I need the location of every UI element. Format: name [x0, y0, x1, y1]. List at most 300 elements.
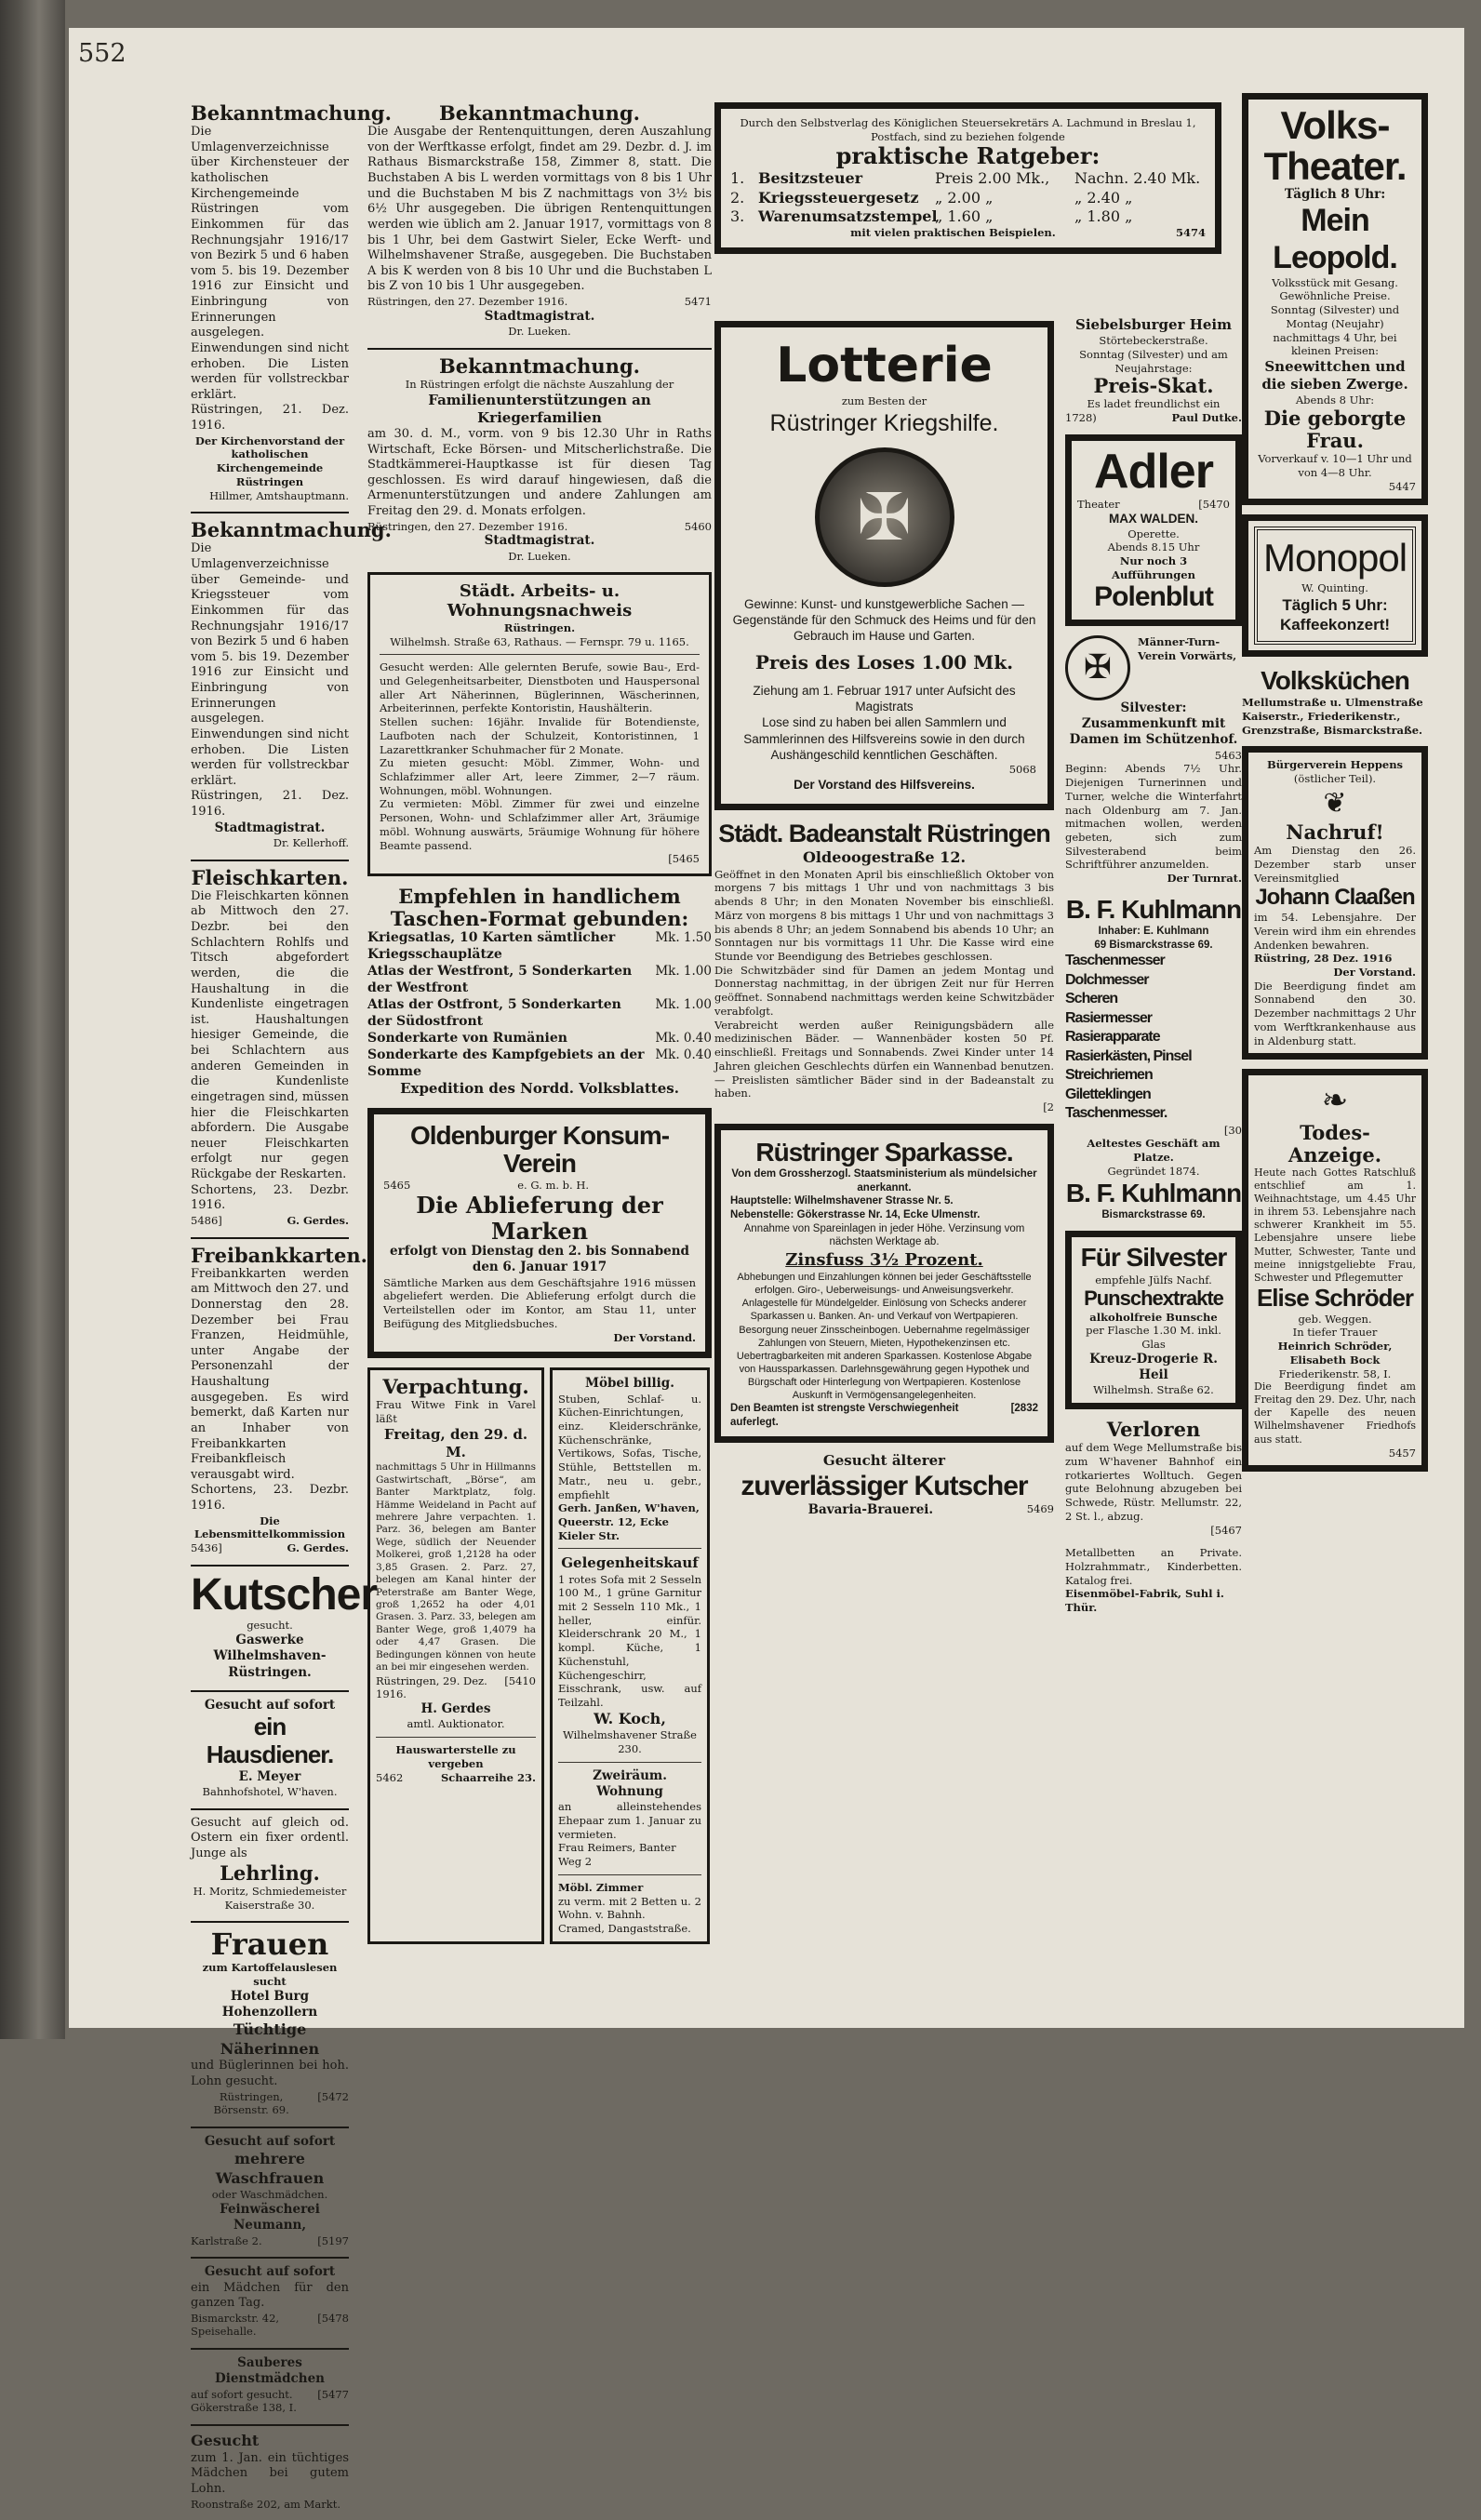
- ad-number: 5486]: [191, 1213, 222, 1227]
- price-list-row: [367, 964, 712, 997]
- ad-freibankkarten: [191, 1243, 367, 1555]
- ad-title: Monopol: [1263, 536, 1408, 580]
- ad-metallbetten: [1065, 1546, 1242, 1615]
- product-item: Rasierkästen, Pinsel: [1065, 1047, 1192, 1064]
- ad-number: [2: [1043, 1100, 1054, 1113]
- ad-intro: Gesucht auf sofort: [204, 2264, 336, 2280]
- notice-body: Die Umlagenverzeichnisse über Gemeinde- und Kriegssteuer vom Einkommen für das Rechnungsjahr 1916/17 von Bezirk 5 und 6 haben vom 5. bis 19. Dezember 1916 zur Einsicht und Einbringung von Erinnerungen ausgelegen. Einwendungen sind nicht erhoben. Die Listen werden für vollstreckbar erklärt.: [191, 541, 349, 788]
- ad-body: Geöffnet in den Monaten April bis einschließlich Oktober von morgens 7 bis mittags 1 Uhr und von nachmittags 3 bis abends 8 Uhr; in den Monaten November bis einschließl. März von morgens 8 bis mittags 1 Uhr und von nachmittags 3 bis abends 8 Uhr; an jedem Sonnabend bis abends 10 Uhr; an Sonntagen nur bis vormittags 11 Uhr. Die Kasse wird eine Stunde vor Beendigung des Betriebes geschlossen.: [714, 867, 1054, 964]
- ad-address: Rüstringen, Börsenstr. 69.: [213, 2089, 289, 2117]
- ad-address: Störtebeckerstraße.: [1099, 334, 1208, 348]
- price-table-cell: 3.: [730, 207, 745, 225]
- ad-body: Am Dienstag den 26. Dezember starb unser Vereinsmitglied: [1254, 844, 1416, 885]
- price-value: Mk. 1.00: [655, 964, 712, 980]
- ad-title: Möbl. Zimmer: [558, 1880, 644, 1894]
- ad-kind: Operette.: [1127, 527, 1180, 540]
- price-table-cell: „ 1.60 „: [935, 207, 994, 225]
- notice-signature-2: Dr. Lueken.: [508, 325, 571, 338]
- small-ads-row: [367, 1367, 712, 1953]
- divider: [191, 860, 349, 861]
- ad-date: Rüstring, 28 Dez. 1916: [1254, 952, 1393, 966]
- ad-title: Volks-Theater.: [1263, 103, 1407, 189]
- ad-address: Wilhelmsh. Straße 63, Rathaus. — Fernspr. 79 u. 1165.: [390, 634, 689, 648]
- notice-title: Bekanntmachung.: [191, 101, 392, 125]
- ad-address: Friederikenstr. 58, I.: [1278, 1367, 1392, 1380]
- ad-title: B. F. Kuhlmann: [1065, 894, 1242, 924]
- ad-intro: Gesucht auf gleich od. Ostern ein fixer ordentl. Junge als: [191, 1815, 349, 1861]
- ad-title: Oldenburger Konsum-Verein: [409, 1120, 670, 1179]
- ad-subtitle: Rüstringen.: [503, 620, 576, 634]
- divider: [191, 512, 349, 513]
- ad-body: zum 1. Jan. ein tüchtiges Mädchen bei gutem Lohn.: [191, 2450, 349, 2496]
- price-list-row: [367, 997, 712, 1031]
- product-item: Rasierapparate: [1065, 1029, 1160, 1046]
- ad-firm: Bavaria-Brauerei.: [807, 1502, 934, 1518]
- notice-familienunterstuetzung: [367, 355, 712, 564]
- ad-title: Lotterie: [776, 338, 993, 393]
- notice-signature-2: Dr. Kellerhoff.: [273, 835, 349, 849]
- ad-draw-date: Ziehung am 1. Februar 1917 unter Aufsicht des Magistrats: [753, 683, 1016, 714]
- price-list-row: [367, 1031, 712, 1047]
- ad-waschfrauen: [191, 2134, 349, 2247]
- price-list: [367, 930, 712, 1080]
- ad-firm: Kreuz-Drogerie R. Heil: [1089, 1351, 1218, 1383]
- ad-address: Schaarreihe 23.: [440, 1770, 536, 1784]
- notice-number: 5460: [684, 519, 712, 533]
- ad-name: Elise Schröder: [1256, 1283, 1414, 1312]
- ad-kuhlmann: [1065, 895, 1242, 1222]
- ad-title: Fleischkarten.: [191, 865, 349, 889]
- price-list-row: [367, 930, 712, 964]
- ad-subtitle: e. G. m. b. H.: [517, 1179, 590, 1193]
- notice-title: Bekanntmachung.: [439, 101, 640, 125]
- notice-subtitle: Familienunterstützungen an Kriegerfamilien: [428, 391, 651, 426]
- ad-body: 1 rotes Sofa mit 2 Sesseln 100 M., 1 grüne Garnitur mit 2 Sesseln 110 Mk., 1 heller, einfür. Kleiderschrank 20 M., 1 kompl. Küche, 1 Küchenstuhl, Küchengeschirr, Eisschrank, usw. auf Teilzahl.: [558, 1572, 701, 1710]
- ad-body: auf dem Wege Mellumstraße bis zum W'havener Bahnhof ein rotkariertes Wolltuch. Gegen gute Belohnung abzugeben bei Schwede, Rüstr. Mellumstr. 22, 2 St. l., abzug.: [1065, 1441, 1242, 1523]
- ad-adler-theater: [1065, 434, 1242, 626]
- product-item: Scheren: [1065, 991, 1118, 1007]
- ad-silvester: Silvester:: [1120, 700, 1187, 715]
- ad-title: Lehrling.: [220, 1860, 320, 1885]
- ad-show: Mein Leopold.: [1273, 203, 1397, 275]
- column-3-top: [714, 102, 1221, 263]
- ad-konsum-verein: [367, 1108, 712, 1359]
- price-table-row: [730, 207, 1206, 226]
- divider: [191, 1237, 349, 1239]
- ad-number: 5474: [1175, 226, 1206, 240]
- ad-title: Verloren: [1106, 1418, 1201, 1442]
- ad-subtitle: geb. Weggen.: [1298, 1312, 1372, 1326]
- ad-footer: mit vielen praktischen Beispielen.: [850, 226, 1056, 240]
- price-table-cell: „ 2.00 „: [935, 188, 994, 207]
- ad-body-2: Die Schwitzbäder sind für Damen an jedem Montag und Donnerstag nachmittag, in der übrigen Zeit nur für Herren geöffnet. Sonnabend nachmittags werden keine Schwitzbäder verabfolgt.: [714, 963, 1054, 1018]
- ad-firm: Gaswerke Wilhelmshaven-Rüstringen.: [213, 1633, 327, 1680]
- ad-number: 1728): [1065, 411, 1097, 425]
- ad-intro: Gesucht auf sofort: [204, 1697, 336, 1713]
- ad-show: Polenblut: [1094, 581, 1213, 613]
- ad-date-2: Rüstringen, 29. Dez. 1916.: [376, 1673, 487, 1701]
- price-table-cell: „ 1.80 „: [1074, 207, 1133, 225]
- price-value: Mk. 1.00: [655, 996, 712, 1012]
- ad-body: an alleinstehendes Ehepaar zum 1. Januar zu vermieten.: [558, 1800, 701, 1841]
- ad-number: 5465: [383, 1179, 411, 1193]
- price-item: Atlas der Westfront, 5 Sonderkarten der Westfront: [367, 964, 633, 995]
- ad-number: 5463: [1214, 748, 1242, 762]
- notice-number: 5471: [684, 295, 712, 309]
- ad-subtitle: gesucht.: [247, 1619, 293, 1633]
- ad-subtitle: (östlicher Teil).: [1293, 772, 1377, 786]
- ad-hausdiener: [191, 1698, 349, 1799]
- ad-monopol: [1242, 514, 1428, 657]
- notice-intro: In Rüstringen erfolgt die nächste Auszahlung der: [405, 377, 674, 391]
- ad-lotterie: [714, 321, 1054, 810]
- ad-paragraph: Zu vermieten: Möbl. Zimmer für zwei und einzelne Personen, Wohn- und Schlafzimmer aller Art, 3räumige möbl. Wohnung auswärts, 5räumige Wohnung für höhere Beamte passend.: [380, 797, 700, 852]
- price-value: Mk. 0.40: [655, 1047, 712, 1062]
- turnverein-emblem-icon: ✠: [1065, 635, 1130, 700]
- ad-footer: Expedition des Nordd. Volksblattes.: [400, 1080, 679, 1098]
- ad-title-2: Rüstringer Kriegshilfe.: [769, 409, 999, 436]
- ad-number: 5469: [1026, 1502, 1054, 1516]
- price-table-row: [730, 169, 1206, 188]
- ad-number: 5068: [1008, 763, 1036, 777]
- ad-title: Städt. Arbeits- u. Wohnungsnachweis: [447, 581, 633, 621]
- ad-date: Schortens, 23. Dezbr. 1916.: [191, 1182, 349, 1213]
- ad-lehrling: [191, 1816, 349, 1912]
- notice-date: Rüstringen, 21. Dez. 1916.: [191, 789, 349, 819]
- ad-body: und Büglerinnen bei hoh. Lohn gesucht.: [191, 2059, 349, 2088]
- ad-title: Todes-Anzeige.: [1288, 1120, 1382, 1167]
- notice-signature-2: Hillmer, Amtshauptmann.: [209, 488, 349, 502]
- ad-mourning: In tiefer Trauer: [1292, 1326, 1378, 1340]
- ad-number: [5465: [668, 852, 700, 866]
- ad-taschenformat: [367, 886, 712, 1099]
- notice-signature-2: Dr. Lueken.: [508, 549, 571, 563]
- ad-verloren: [1065, 1419, 1242, 1537]
- ad-signature: G. Gerdes.: [287, 1213, 349, 1227]
- ad-title-2: Taschen-Format gebunden:: [390, 907, 689, 931]
- ad-body: auf sofort gesucht.: [191, 2387, 293, 2401]
- ad-presale: Vorverkauf v. 10—1 Uhr und von 4—8 Uhr.: [1258, 452, 1412, 480]
- ad-intro: Durch den Selbstverlag des Königlichen Steuersekretärs A. Lachmund in Breslau 1, Postfach, sind zu beziehen folgende: [740, 116, 1196, 143]
- ad-title-2: Zusammenkunft mit Damen im Schützenhof.: [1069, 716, 1238, 748]
- book-edge: [0, 0, 65, 2039]
- ad-gesucht: [191, 2432, 349, 2511]
- ad-address: Gökerstraße 138, I.: [191, 2401, 297, 2415]
- ad-title: Volksküchen: [1261, 666, 1409, 695]
- price-list-row: [367, 1047, 712, 1081]
- price-table-cell: 1.: [730, 169, 745, 188]
- ad-title: Kutscher: [191, 1569, 378, 1620]
- ad-note: Nur noch 3 Aufführungen: [1112, 553, 1195, 581]
- ad-number: [5472: [317, 2089, 349, 2103]
- divider: [191, 1565, 349, 1567]
- product-item: Streichriemen: [1065, 1067, 1153, 1084]
- ad-club: Bürgerverein Heppens: [1266, 758, 1404, 772]
- ad-body: per Flasche 1.30 M. inkl. Glas: [1086, 1324, 1221, 1352]
- ad-title: mehrere Waschfrauen: [215, 2150, 325, 2187]
- ad-title: Nachruf!: [1286, 820, 1384, 845]
- divider: [191, 2348, 349, 2350]
- ad-subtitle: Volksstück mit Gesang. Gewöhnliche Preise.: [1272, 275, 1398, 303]
- column-4: [1065, 316, 1242, 1624]
- ad-number: 5436]: [191, 1541, 222, 1555]
- ad-maedchen: [191, 2264, 349, 2339]
- ad-signature-2: G. Gerdes.: [287, 1541, 349, 1555]
- ad-title: Rüstringer Sparkasse.: [755, 1137, 1013, 1167]
- ad-body-2: Es ladet freundlichst ein: [1087, 397, 1221, 411]
- ad-subtitle: empfehle Jülfs Nachf.: [1095, 1273, 1212, 1287]
- ad-signature: Der Vorstand.: [1333, 965, 1416, 979]
- ad-kutscher: [191, 1569, 378, 1681]
- ad-subtitle: Von dem Grossherzogl. Staatsministerium als mündelsicher anerkannt.: [731, 1167, 1037, 1193]
- ad-title-2: Preis-Skat.: [1093, 374, 1214, 398]
- product-item: Rasiermesser: [1065, 1009, 1152, 1026]
- ad-body-2: im 54. Lebensjahre. Der Verein wird ihm ein ehrendes Andenken bewahren.: [1254, 911, 1416, 952]
- ad-deposits: Annahme von Spareinlagen in jeder Höhe. Verzinsung vom nächsten Werktage ab.: [743, 1222, 1025, 1248]
- ad-fleischkarten: [191, 867, 349, 1228]
- ad-paragraph: Gesucht werden: Alle gelernten Berufe, sowie Bau-, Erd- und Gelegenheitsarbeiter, Dienstboten und Hauspersonal aller Art Näherinnen, Büglerinnen, Wäscherinnen, Arbeiterinnen, perfekte Kontoristin, Haushälterin.: [380, 660, 700, 715]
- price-item: Kriegsatlas, 10 Karten sämtlicher Kriegsschauplätze: [367, 930, 616, 963]
- ad-sparkasse: [714, 1124, 1054, 1444]
- price-value: Mk. 0.40: [655, 1030, 712, 1046]
- ad-firm: Feinwäscherei Neumann,: [220, 2201, 320, 2233]
- ad-body: Metallbetten an Private. Holzrahmmatr., Kinderbetten. Katalog frei.: [1065, 1546, 1242, 1587]
- ad-name: E. Meyer: [238, 1768, 301, 1784]
- ad-address: Karlstraße 2.: [191, 2233, 262, 2247]
- notice-body: Die Umlagenverzeichnisse über Kirchensteuer der katholischen Kirchengemeinde Rüstringen vom Einkommen für das Rechnungsjahr 1916/17 von Bezirk 5 und 6 haben vom 5. bis 19. Dezember 1916 zur Einsicht und Einbringung von Erinnerungen ausgelegen. Einwendungen sind nicht erhoben. Die Listen werden für vollstreckbar erklärt.: [191, 125, 349, 402]
- ad-subtitle: Theater: [1077, 497, 1120, 511]
- ad-address: Bismarckstr. 42, Speisehalle.: [191, 2311, 280, 2339]
- ad-body: Stuben, Schlaf- u. Küchen-Einrichtungen, einz. Kleiderschränke, Küchenschränke, Vertikows, Sofas, Tische, Stühle, Bettstellen m. Matr., neu u. gebr., empfiehlt: [558, 1392, 701, 1501]
- ad-number: [5197: [317, 2233, 349, 2247]
- column-3: [714, 321, 1054, 1527]
- ad-body: Sämtliche Marken aus dem Geschäftsjahre 1916 müssen abgeliefert werden. Die Ablieferung erfolgt durch die Verteilstellen oder im Kontor, am Stau 11, unter Beifügung des Mitgliedsbuches.: [383, 1275, 696, 1330]
- ad-paragraph: Stellen suchen: 16jähr. Invalide für Botendienste, Laufboten nach der Schulzeit, Kontoristinnen, 1 Lazarettkranker Schuhmacher für 2 Monate.: [380, 715, 700, 756]
- ad-name: W. Koch,: [594, 1709, 666, 1727]
- ad-signature: Der Turnrat.: [1167, 872, 1242, 886]
- ad-todesanzeige: [1242, 1069, 1428, 1472]
- ad-founded: Gegründet 1874.: [1107, 1164, 1200, 1178]
- notice-date: Rüstringen, den 27. Dezember 1916.: [367, 519, 568, 533]
- ad-title: Sauberes Dienstmädchen: [215, 2355, 325, 2387]
- price-table-cell: Besitzsteuer: [758, 169, 863, 188]
- price-table-cell: „ 2.40 „: [1074, 188, 1133, 207]
- divider: [191, 1690, 349, 1692]
- notice-signature: Stadtmagistrat.: [484, 533, 595, 549]
- ad-price: Preis des Loses 1.00 Mk.: [754, 651, 1014, 674]
- product-item: Taschenmesser: [1065, 953, 1165, 969]
- ad-title: Freibankkarten.: [191, 1243, 367, 1267]
- ad-address: Wilhelmsh. Straße 62.: [1093, 1383, 1214, 1397]
- ad-evening: Abends 8 Uhr:: [1295, 393, 1375, 407]
- ad-signature: Der Vorstand des Hilfsvereins.: [794, 777, 975, 792]
- ad-dienstmaedchen: [191, 2355, 349, 2415]
- iron-cross-emblem: [815, 447, 954, 587]
- ad-title: Städt. Badeanstalt Rüstringen: [718, 820, 1050, 848]
- price-item: Sonderkarte von Rumänien: [367, 1030, 567, 1046]
- ad-badeanstalt: [714, 820, 1054, 1113]
- ad-title: Gesucht: [191, 2432, 260, 2450]
- ad-body: Abhebungen und Einzahlungen können bei jeder Geschäftsstelle erfolgen. Giro-, Ueberweisungs- und Anweisungsverkehr. Anlagestelle für Mündelgelder. Einlösung von Schecks anderer Sparkassen u. Banken. An- und Verkauf von Wertpapieren. Besorgung neuer Zinsscheinbogen. Uebernahme regelmässiger Zahlungen von Steuern, Mieten, Hypothekenzinsen etc. Uebertragbarkeiten mit anderen Sparkassen. Kostenlose Abgabe von Haussparkassen. Darlehnsgewährung gegen Hypothek und Bürgschaft oder Hinterlegung von Wertpapieren. Kostenlose Auskunft in Vermögensangelegenheiten.: [736, 1272, 1033, 1401]
- ad-body: ein Mädchen für den ganzen Tag.: [191, 2280, 349, 2311]
- ad-oldest: Aeltestes Geschäft am Platze.: [1087, 1137, 1221, 1165]
- notice-body: am 30. d. M., vorm. von 9 bis 12.30 Uhr in Raths Wirtschaft, Ecke Börsen- und Mitscherlichstraße. Die Stadtkämmerei-Hauptkasse ist für diesen Tag geschlossen. Es wird darauf hingewiesen, daß die Armenunterstützungen und andere Zahlungen am Freitag den 29. d. Monats erfolgen.: [367, 426, 712, 519]
- ad-body: Sonntag (Silvester) und am Neujahrstage:: [1079, 347, 1228, 375]
- ad-number: 5462: [376, 1770, 404, 1784]
- ad-title-2: Tüchtige Näherinnen: [220, 2020, 320, 2058]
- ad-title: Gelegenheitskauf: [561, 1554, 699, 1572]
- ad-nachruf-claassen: [1242, 746, 1428, 1060]
- ad-address: Wilhelmshavener Straße 230.: [563, 1728, 697, 1755]
- ad-subtitle-2: alkoholfreie Bunsche: [1089, 1310, 1218, 1324]
- ad-signature: Paul Dutke.: [1171, 411, 1242, 425]
- ad-number: 5447: [1388, 479, 1416, 493]
- ad-subtitle: zum Besten der: [841, 393, 927, 407]
- palm-branch-icon: ❧: [1321, 1082, 1349, 1120]
- notice-gemeindesteuer: [191, 518, 392, 849]
- price-item: Atlas der Ostfront, 5 Sonderkarten der Südostfront: [367, 996, 621, 1029]
- divider: [191, 2127, 349, 2128]
- divider: [191, 2424, 349, 2426]
- ad-title: Adler: [1094, 444, 1213, 499]
- ad-body-3: Verabreicht werden außer Reinigungsbädern alle medizinischen Bäder. — Wannenbäder kosten 50 Pf. einschließl. Freitags und Sonnabends. Zwei Kinder unter 14 Jahren gleichen Geschlechts dürfen ein Wannenbad benutzen. — Preislisten sämtlicher Bäder sind in der Badeanstalt zu haben.: [714, 1018, 1054, 1100]
- ad-number: [5478: [317, 2311, 349, 2325]
- ad-firm: Eisenmöbel-Fabrik, Suhl i. Thür.: [1065, 1587, 1224, 1615]
- ad-title: Möbel billig.: [585, 1376, 674, 1392]
- ad-show-3: Die geborgte Frau.: [1263, 407, 1407, 453]
- price-table: [730, 169, 1206, 226]
- ad-address: Cramed, Dangaststraße.: [558, 1921, 691, 1935]
- ad-main-office: Hauptstelle: Wilhelmshavener Strasse Nr. 5.: [730, 1195, 954, 1207]
- ad-volks-theater: [1242, 93, 1428, 505]
- price-table-cell: Kriegssteuergesetz: [758, 188, 919, 207]
- ad-title: ein Hausdiener.: [206, 1713, 334, 1768]
- ad-address-2: Bismarckstrasse 69.: [1101, 1208, 1206, 1220]
- ad-number: 5457: [1388, 1446, 1416, 1460]
- ad-hotel: Hotel Burg Hohenzollern: [221, 1988, 318, 2020]
- ad-address: Roonstraße 202, am Markt.: [191, 2497, 340, 2511]
- ad-body: Heute nach Gottes Ratschluß entschlief am 1. Weihnachtstage, um 4.45 Uhr in ihrem 53. Lebensjahre nach schwerer Krankheit im 55. Lebensjahre unsere liebe Mutter, Schwester, Tante und meine innigstgeliebte Frau, Schwester und Pflegemutter: [1254, 1167, 1416, 1284]
- product-item: Dolchmesser: [1065, 971, 1149, 988]
- ad-body: zu verm. mit 2 Betten u. 2 Wohn. v. Bahnh.: [558, 1894, 701, 1922]
- ad-branch-office: Nebenstelle: Gökerstrasse Nr. 14, Ecke Ulmenstr.: [730, 1209, 981, 1221]
- ad-kutscher-bavaria: [714, 1452, 1054, 1518]
- ad-address: Bahnhofshotel, W'haven.: [202, 1785, 338, 1799]
- ad-subtitle: oder Waschmädchen.: [211, 2188, 328, 2202]
- notice-signature: Der Kirchenvorstand der katholischen Kirchengemeinde Rüstringen: [194, 433, 345, 488]
- ad-signature: Der Vorstand.: [613, 1330, 696, 1344]
- ad-title: Für Silvester: [1080, 1243, 1227, 1273]
- ad-show: Kaffeekonzert!: [1279, 616, 1391, 634]
- ad-arbeitsnachweis: [367, 572, 712, 876]
- ad-prizes: Gewinne: Kunst- und kunstgewerbliche Sachen — Gegenstände für den Schmuck des Heims und für den Gebrauch im Hause und Garten.: [732, 596, 1036, 644]
- ad-dates: erfolgt von Dienstag den 2. bis Sonnabend den 6. Januar 1917: [390, 1244, 689, 1275]
- ad-title-2: B. F. Kuhlmann: [1065, 1178, 1242, 1207]
- ad-matinee: Sonntag (Silvester) und Montag (Neujahr) nachmittags 4 Uhr, bei kleinen Preisen:: [1270, 303, 1400, 358]
- divider: [191, 1921, 349, 1923]
- notice-body: Die Ausgabe der Rentenquittungen, deren Auszahlung von der Werftkasse erfolgt, findet am 29. Dezbr. d. J. im Rathaus Bismarckstraße 158, Zimmer 8, statt. Die Buchstaben A bis L werden vormittags von 8 bis 1 Uhr und die Buchstaben M bis Z nachmittags von 3½ bis 6½ Uhr ausgegeben. Die übrigen Rentenquittungen werden wie üblich am 2. Januar 1917, vormittags von 8 bis 1 Uhr, bei dem Gastwirt Sieler, Ecke Werft- und Wilhelmshavener Straße, ausgegeben. Die Buchstaben A bis K werden von 8 bis 10 Uhr und die Buchstaben L bis Z von 10 bis 1 Uhr ausgegeben.: [367, 125, 712, 294]
- notice-signature: Stadtmagistrat.: [484, 308, 595, 324]
- ad-show-2: Sneewittchen und die sieben Zwerge.: [1261, 357, 1408, 393]
- divider: [191, 2257, 349, 2259]
- notice-date: Rüstringen, 21. Dez. 1916.: [191, 403, 349, 433]
- price-table-cell: Warenumsatzstempel: [758, 207, 938, 225]
- price-table-cell: 2.: [730, 188, 745, 207]
- ad-number: [5470: [1198, 497, 1230, 511]
- ad-title-2: Punschextrakte: [1084, 1287, 1223, 1311]
- ad-verpachtung: [367, 1367, 544, 1943]
- divider: [191, 1808, 349, 1810]
- ad-title: Empfehlen in handlichem: [398, 885, 681, 908]
- ad-volkskuechen: [1242, 666, 1428, 737]
- product-item: Taschenmesser.: [1065, 1105, 1167, 1122]
- notice-signature: Stadtmagistrat.: [214, 820, 326, 835]
- ad-number: [5467: [1210, 1523, 1242, 1537]
- column-2: [367, 102, 712, 1953]
- ad-time: Täglich 8 Uhr:: [1284, 187, 1386, 203]
- ad-funeral: Die Beerdigung findet am Sonnabend den 30. Dezember nachmittags 2 Uhr vom Werftkrankenhause aus in Aldenburg statt.: [1254, 979, 1416, 1047]
- ad-siebelsburger: [1065, 316, 1242, 425]
- ad-date: Freitag, den 29. d. M.: [383, 1425, 528, 1461]
- price-value: Mk. 1.50: [655, 930, 712, 946]
- ad-name: MAX WALDEN.: [1109, 512, 1198, 527]
- ad-time: Abends 8.15 Uhr: [1107, 540, 1200, 554]
- ad-title: Frauen: [210, 1927, 329, 1963]
- divider: [367, 348, 712, 350]
- ad-subtitle: zum Kartoffelauslesen sucht: [202, 1961, 338, 1989]
- ad-number: [30: [1223, 1123, 1242, 1137]
- ad-silvester-punsch: [1065, 1231, 1242, 1409]
- price-table-cell: Nachn. 2.40 Mk.: [1074, 169, 1201, 188]
- ad-body: Mellumstraße u. Ulmenstraße Kaiserstr., Friederikenstr., Grenzstraße, Bismarckstraße.: [1242, 696, 1423, 737]
- ad-paragraph: Zu mieten gesucht: Möbl. Zimmer, Wohn- und Schlafzimmer aller Art, leere Zimmer, 2—7 räum. Wohnungen, möbl. Wohnungen.: [380, 756, 700, 797]
- page-number: 552: [78, 39, 127, 68]
- ad-body: Die Fleischkarten können ab Mittwoch den 27. Dezbr. bei den Schlachtern Rohlfs und Titsch abgefordert werden, die die Haushaltung in die Kundenliste eingetragen ist. Haushaltungen hiesiger Gemeinde, die bei Schlachtern aus anderen Gemeinden in die Kundenliste eingetragen sind, müssen hier die Fleischkarten abfordern. Die Ausgabe neuer Fleischkarten erfolgt nur gegen Rückgabe der Reskarten.: [191, 888, 349, 1181]
- ad-signature-2: amtl. Auktionator.: [407, 1717, 505, 1731]
- ad-address: Kaiserstraße 30.: [224, 1898, 315, 1912]
- price-table-cell: Preis 2.00 Mk.,: [935, 169, 1050, 188]
- ad-intro: Frau Witwe Fink in Varel läßt: [376, 1398, 536, 1426]
- iron-cross-icon: ✠: [857, 478, 912, 555]
- ad-body: nachmittags 5 Uhr in Hillmanns Gastwirtschaft, „Börse“, am Banter Marktplatz, folg. Hämme Weideland in Pacht auf mehrere Jahre verpachten. 1. Parz. 36, belegen am Banter Wege, südlich der Neuender Molkerei, groß 1,2128 ha oder 3,85 Grasen. 2. Parz. 27, belegen am Kanal hinter der Peterstraße am Banter Wege, groß 1,2652 ha oder 4,01 Grasen. 3. Parz. 33, belegen am Banter Wege, groß 1,4079 ha oder 4,47 Grasen. Die Bedingungen können von heute an bei mir eingesehen werden.: [376, 1461, 536, 1673]
- ad-number: [2832: [1010, 1402, 1038, 1414]
- ad-address: 69 Bismarckstrasse 69.: [1094, 939, 1213, 951]
- ad-date: Schortens, 23. Dezbr. 1916.: [191, 1483, 349, 1513]
- ad-names: Heinrich Schröder, Elisabeth Bock: [1277, 1340, 1393, 1367]
- ad-owner: Inhaber: E. Kuhlmann: [1098, 926, 1209, 938]
- notice-title: Bekanntmachung.: [191, 518, 392, 542]
- ad-name: Gerh. Janßen, W'haven, Queerstr. 12, Ecke Kieler Str.: [558, 1501, 700, 1542]
- ad-moebel-column: [550, 1367, 710, 1943]
- ad-body: Lose sind zu haben bei allen Sammlern und Sammlerinnen des Hilfsvereins sowie in den durch Aushängeschild kenntlichen Geschäften.: [743, 715, 1025, 762]
- wreath-icon: ❦: [1323, 786, 1347, 820]
- ad-name: Johann Claaßen: [1255, 885, 1415, 911]
- ad-title: Verpachtung.: [382, 1375, 529, 1399]
- notice-kirchensteuer: [191, 101, 392, 502]
- ad-title: Siebelsburger Heim: [1075, 316, 1232, 333]
- ad-turnverein: [1065, 635, 1242, 886]
- product-item: Giletteklingen: [1065, 1086, 1151, 1102]
- ad-title-2: Die Ablieferung der Marken: [416, 1191, 663, 1245]
- ad-signature: Die Lebensmittelkommission: [193, 1513, 346, 1541]
- notice-rentenquittungen: [367, 102, 712, 339]
- ad-title: zuverlässiger Kutscher: [740, 1470, 1028, 1501]
- ad-intro: Gesucht älterer: [822, 1452, 946, 1470]
- ad-ratgeber: [714, 102, 1221, 254]
- ad-intro: Gesucht auf sofort: [204, 2134, 336, 2150]
- ad-funeral: Die Beerdigung findet am Freitag den 29. Dez. Uhr, nach der Kapelle des neuen Wilhelmshavener Friedhofs aus statt.: [1254, 1380, 1416, 1446]
- ad-number: [5477: [317, 2387, 349, 2401]
